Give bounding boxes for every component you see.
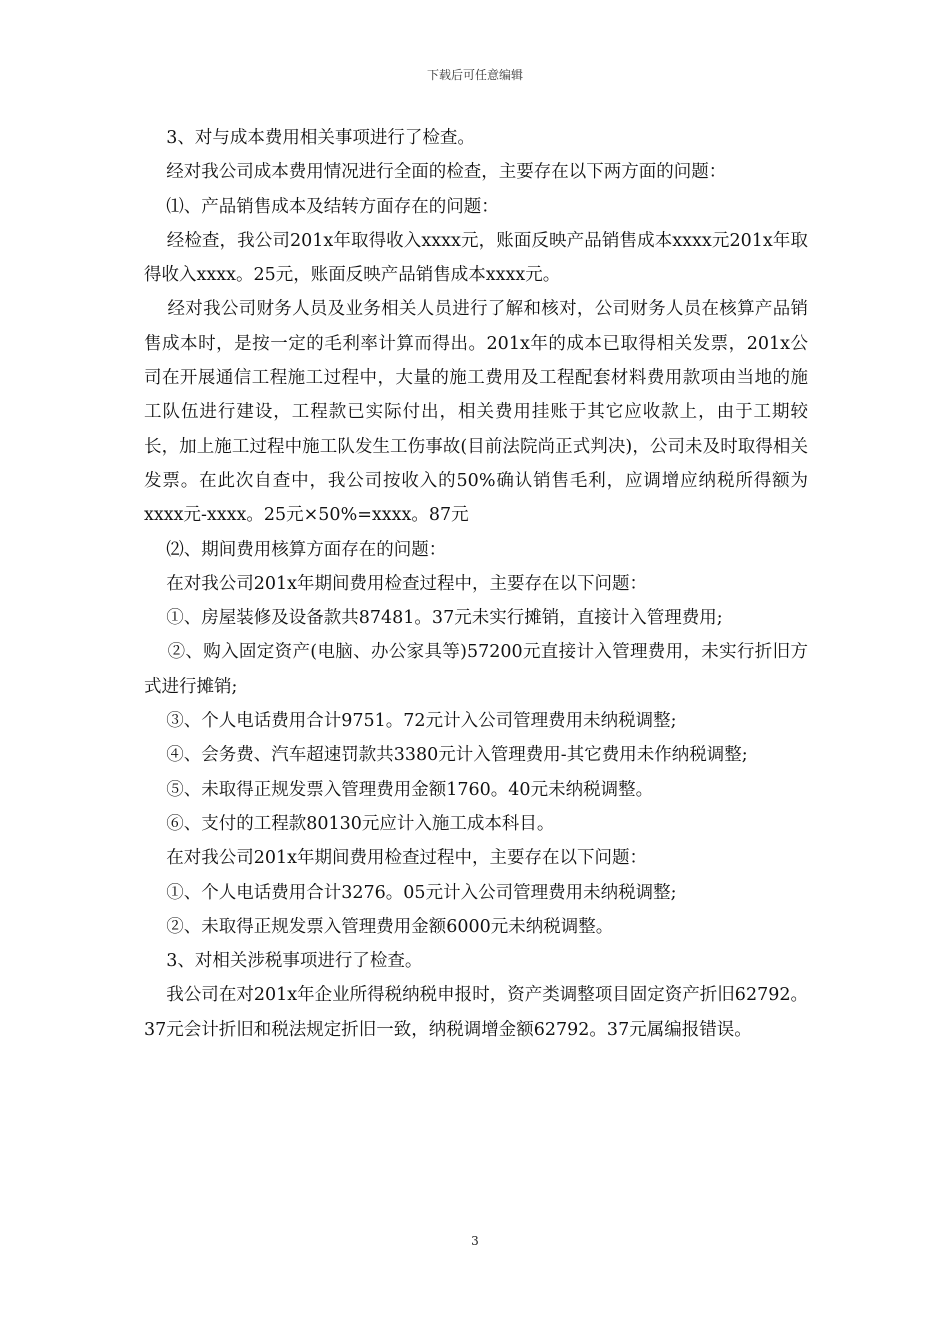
paragraph-7: 在对我公司201x年期间费用检查过程中，主要存在以下问题： <box>144 573 648 594</box>
paragraph-16: ②、未取得正规发票入管理费用金额6000元未纳税调整。 <box>144 916 614 937</box>
paragraph-4: 经检查，我公司201x年取得收入xxxx元，账面反映产品销售成本xxxx元201x年取得收入xxxx。25元，账面反映产品销售成本xxxx元。 <box>144 230 808 286</box>
paragraph-17: 3、对相关涉税事项进行了检查。 <box>144 951 423 972</box>
paragraph-9: ②、购入固定资产(电脑、办公家具等)57200元直接计入管理费用，未实行折旧方式进行摊销; <box>144 642 808 697</box>
paragraph-11: ④、会务费、汽车超速罚款共3380元计入管理费用-其它费用未作纳税调整; <box>144 745 748 766</box>
document-body <box>144 121 808 1047</box>
page-header: 下载后可任意编辑 <box>426 68 523 82</box>
paragraph-2: 经对我公司成本费用情况进行全面的检查，主要存在以下两方面的问题： <box>144 162 727 183</box>
paragraph-14: 在对我公司201x年期间费用检查过程中，主要存在以下问题： <box>144 848 648 869</box>
paragraph-8: ①、房屋装修及设备款共87481。37元未实行摊销，直接计入管理费用; <box>144 608 723 629</box>
paragraph-5: 经对我公司财务人员及业务相关人员进行了解和核对，公司财务人员在核算产品销售成本时，是按一定的毛利率计算而得出。201x年的成本已取得相关发票，201x公司在开展通信工程施工过程中，大量的施工费用及工程配套材料费用款项由当地的施工队伍进行建设，工程款已实际付出，相关费用挂账于其它应收款上，由于工期较长，加上施工过程中施工队发生工伤事故(目前法院尚正式判决)，公司未及时取得相关发票。在此次自查中，我公司按收入的50%确认销售毛利，应调增应纳税所得额为xxxx元-xxxx。25元×50%=xxxx。87元 <box>144 299 808 526</box>
paragraph-12: ⑤、未取得正规发票入管理费用金额1760。40元未纳税调整。 <box>144 779 654 800</box>
page-number: 3 <box>471 1234 479 1248</box>
paragraph-6: ⑵、期间费用核算方面存在的问题： <box>144 539 447 560</box>
paragraph-10: ③、个人电话费用合计9751。72元计入公司管理费用未纳税调整; <box>144 711 677 732</box>
paragraph-1: 3、对与成本费用相关事项进行了检查。 <box>144 128 475 148</box>
paragraph-15: ①、个人电话费用合计3276。05元计入公司管理费用未纳税调整; <box>144 882 677 903</box>
paragraph-13: ⑥、支付的工程款80130元应计入施工成本科目。 <box>144 813 555 834</box>
paragraph-18: 我公司在对201x年企业所得税纳税申报时，资产类调整项目固定资产折旧62792。37元会计折旧和税法规定折旧一致，纳税调增金额62792。37元属编报错误。 <box>144 985 808 1040</box>
paragraph-3: ⑴、产品销售成本及结转方面存在的问题： <box>144 196 499 217</box>
